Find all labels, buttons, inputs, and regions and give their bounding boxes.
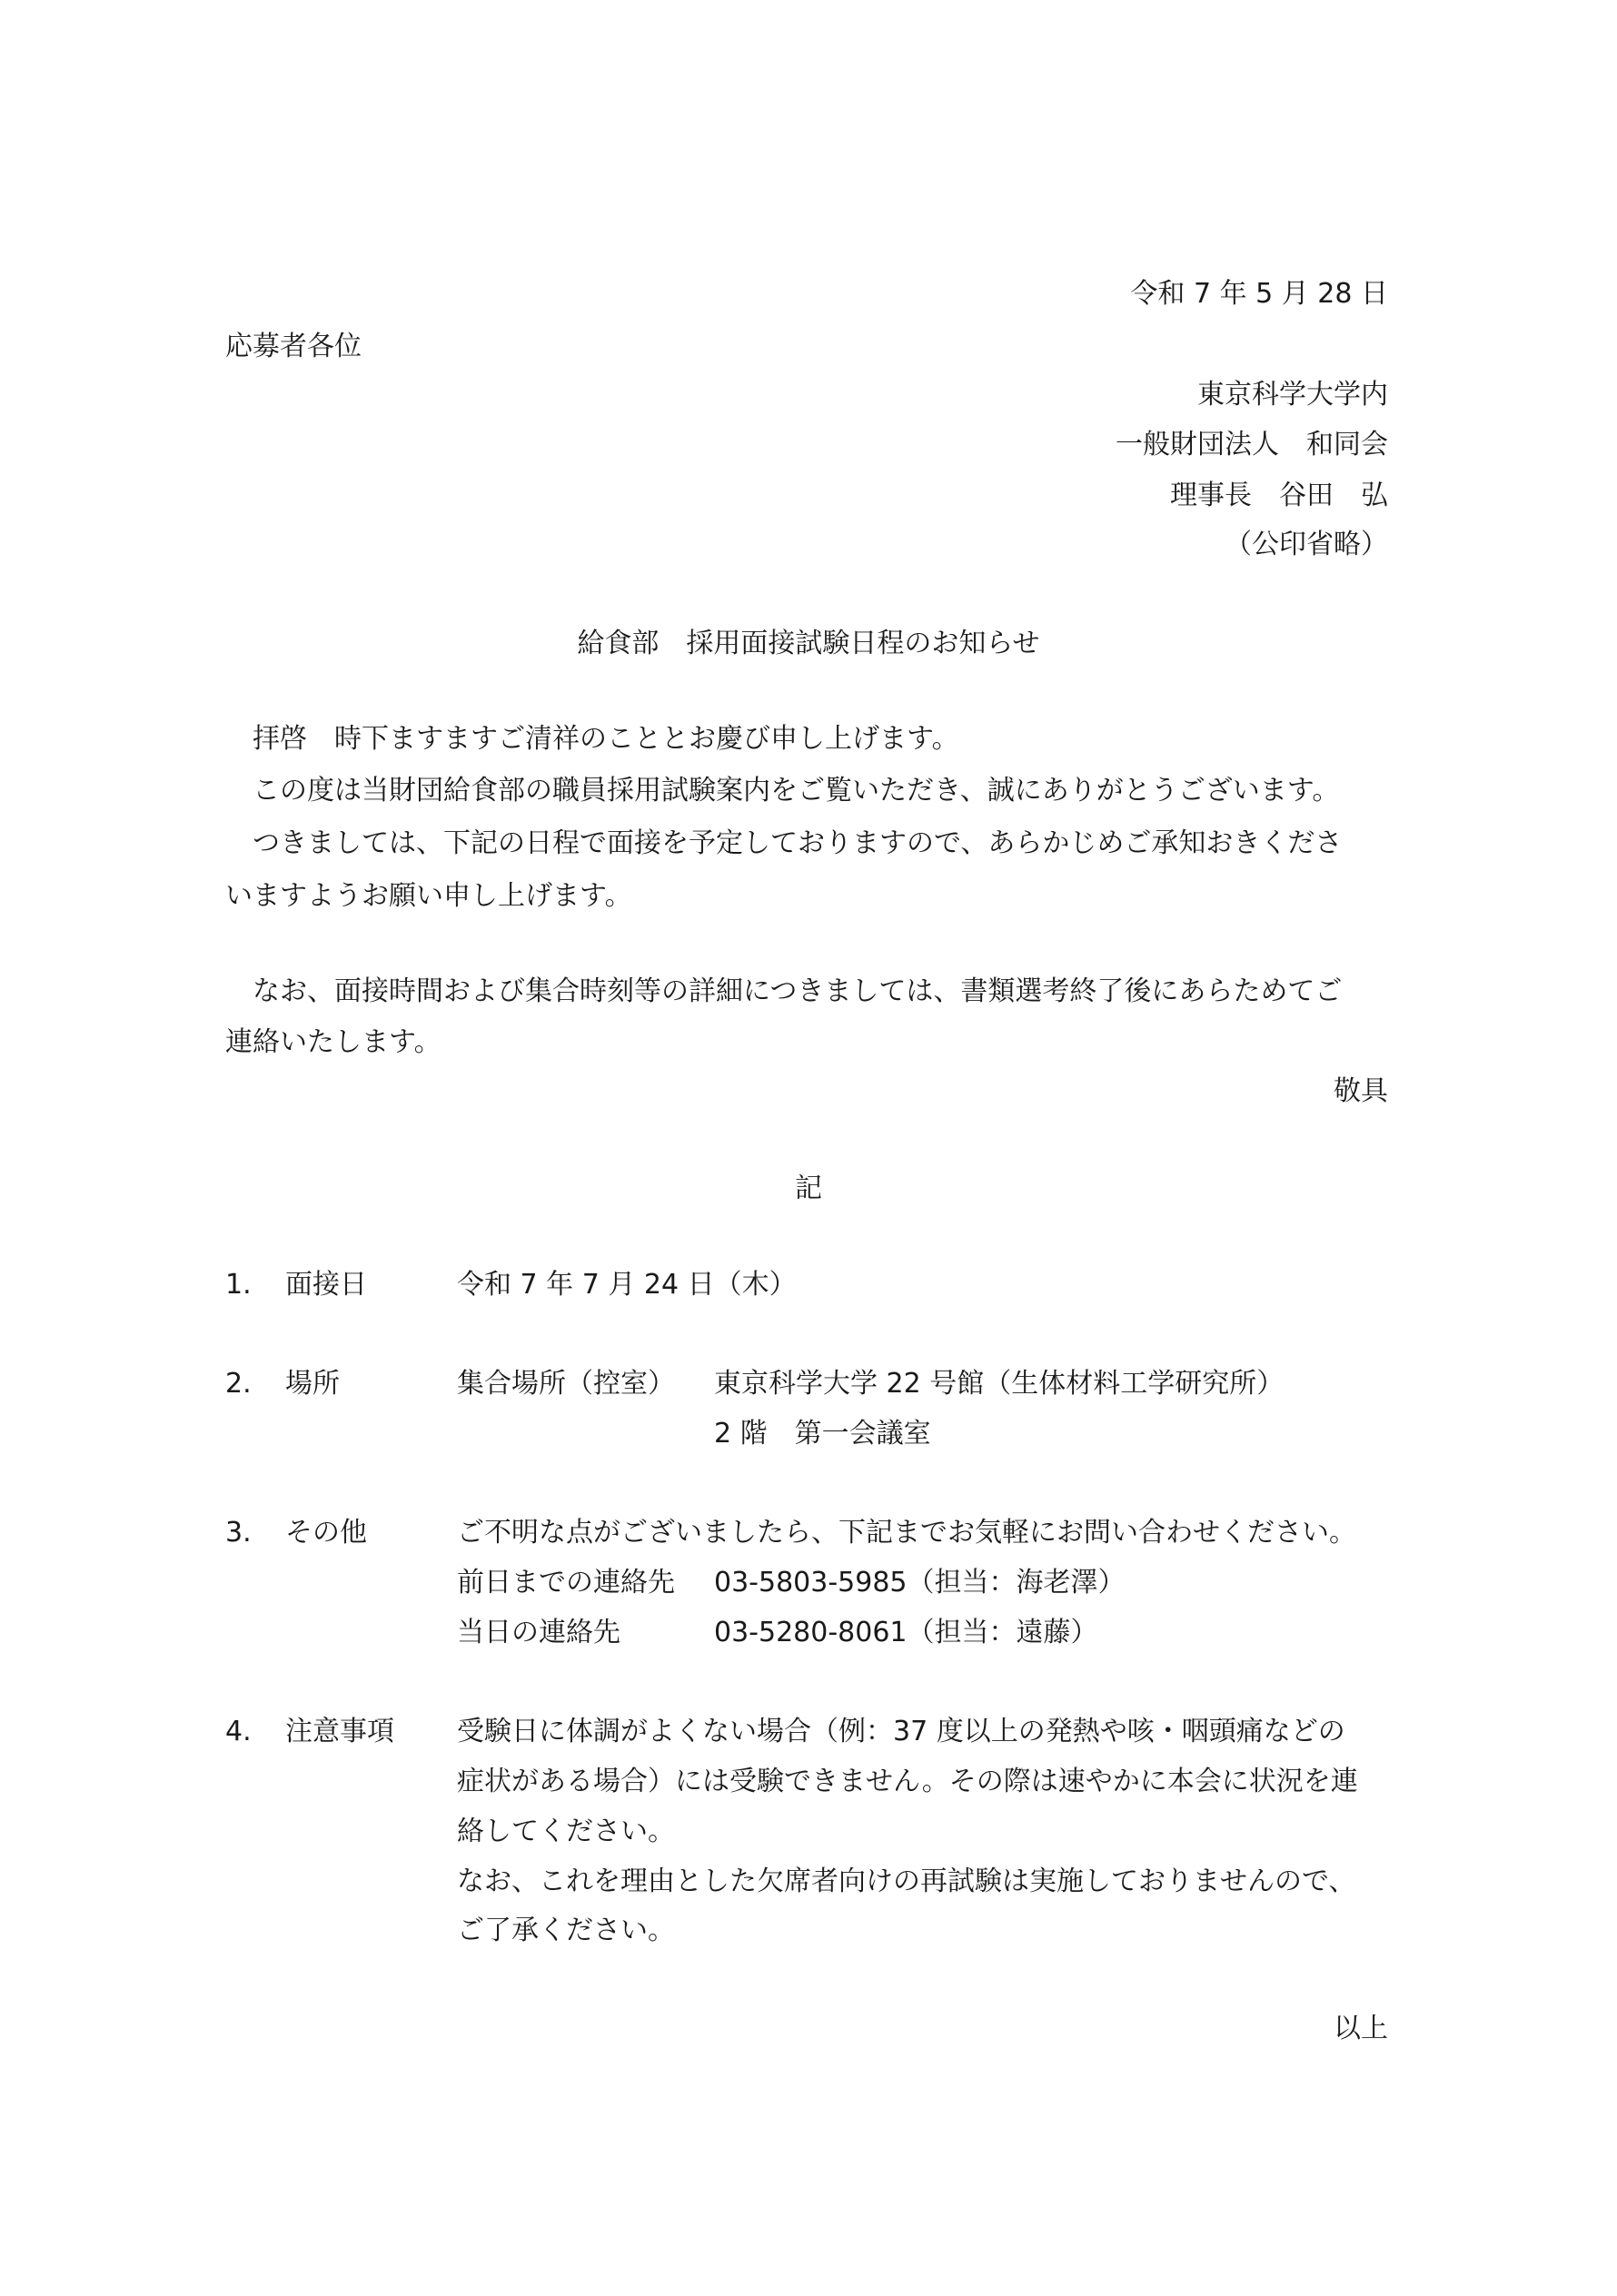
item-3-label: その他 <box>285 1517 367 1549</box>
body-paragraph-3-line-2: いますようお願い申し上げます。 <box>225 880 632 912</box>
item-2-value-2: 2 階 第一会議室 <box>714 1418 931 1450</box>
item-1-label: 面接日 <box>285 1269 367 1301</box>
sender-org-1: 東京科学大学内 <box>1197 379 1388 411</box>
contact-1-value: 03-5803-5985（担当：海老澤） <box>714 1567 1126 1598</box>
item-2-value-1: 東京科学大学 22 号館（生体材料工学研究所） <box>714 1368 1285 1400</box>
contact-2-value: 03-5280-8061（担当：遠藤） <box>714 1617 1098 1648</box>
item-4-line-4: なお、これを理由とした欠席者向けの再試験は実施しておりませんので、 <box>457 1866 1356 1897</box>
contact-2-label: 当日の連絡先 <box>457 1617 620 1648</box>
item-4-number: 4. <box>225 1716 252 1747</box>
body-paragraph-4-line-1: なお、面接時間および集合時刻等の詳細につきましては、書類選考終了後にあらためてご <box>225 975 1343 1007</box>
body-paragraph-4-line-2: 連絡いたします。 <box>225 1026 441 1058</box>
sender-org-2: 一般財団法人 和同会 <box>1116 429 1388 460</box>
document-title: 給食部 採用面接試験日程のお知らせ <box>577 628 1040 659</box>
addressee: 応募者各位 <box>225 331 362 362</box>
item-1-number: 1. <box>225 1269 252 1301</box>
body-paragraph-3-line-1: つきましては、下記の日程で面接を予定しておりますので、あらかじめご承知おきくださ <box>225 827 1343 859</box>
item-2-sublabel: 集合場所（控室） <box>457 1368 675 1400</box>
item-3-line-1: ご不明な点がございましたら、下記までお気軽にお問い合わせください。 <box>457 1517 1356 1549</box>
closing-keigu: 敬具 <box>1334 1075 1388 1107</box>
body-paragraph-1: 拝啓 時下ますますご清祥のこととお慶び申し上げます。 <box>225 723 959 755</box>
item-4-label: 注意事項 <box>285 1716 394 1747</box>
sender-name: 理事長 谷田 弘 <box>1170 480 1388 511</box>
ki-heading: 記 <box>795 1173 822 1204</box>
item-3-number: 3. <box>225 1517 252 1549</box>
body-paragraph-2: この度は当財団給食部の職員採用試験案内をご覧いただき、誠にありがとうございます。 <box>225 775 1340 807</box>
contact-1-label: 前日までの連絡先 <box>457 1567 675 1598</box>
document-date: 令和 7 年 5 月 28 日 <box>1130 278 1388 310</box>
item-2-number: 2. <box>225 1368 252 1400</box>
item-4-line-5: ご了承ください。 <box>457 1915 675 1946</box>
item-4-line-3: 絡してください。 <box>457 1816 675 1847</box>
seal-note: （公印省略） <box>1225 529 1388 560</box>
item-2-label: 場所 <box>285 1368 340 1400</box>
item-1-value: 令和 7 年 7 月 24 日（木） <box>457 1269 797 1301</box>
ending-ijou: 以上 <box>1334 2013 1388 2044</box>
item-4-line-1: 受験日に体調がよくない場合（例：37 度以上の発熱や咳・咽頭痛などの <box>457 1716 1345 1747</box>
item-4-line-2: 症状がある場合）には受験できません。その際は速やかに本会に状況を連 <box>457 1766 1358 1797</box>
